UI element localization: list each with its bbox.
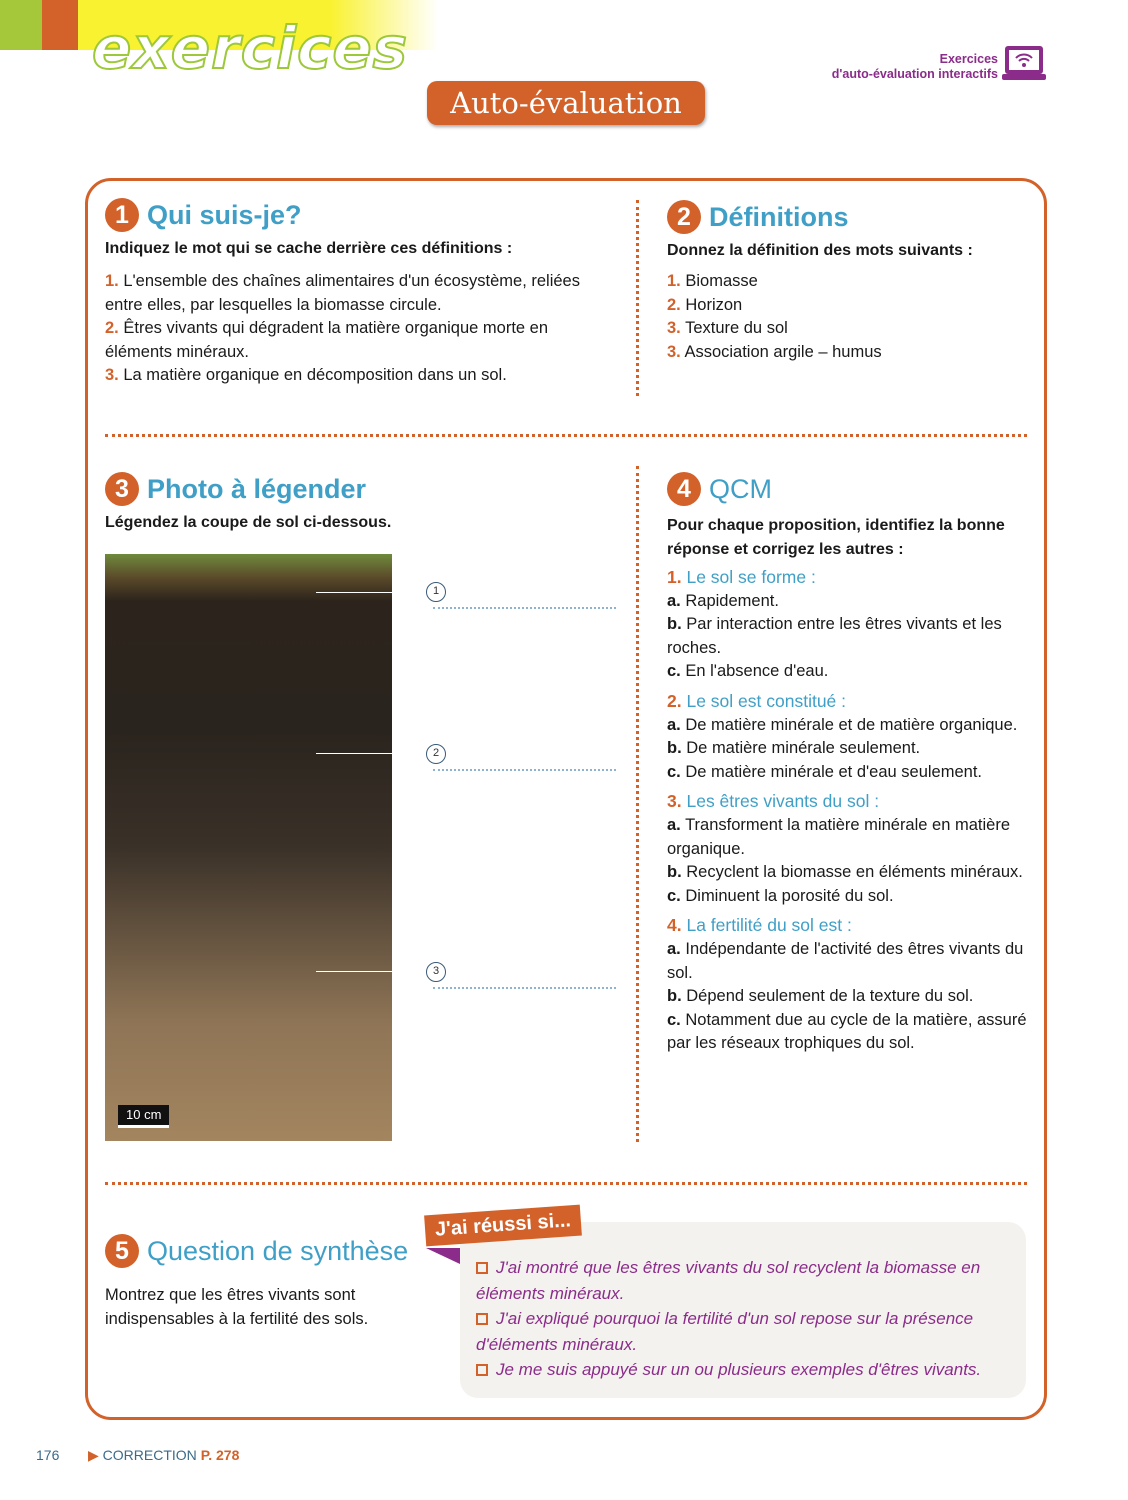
qcm-answer: c. Notamment due au cycle de la matière, assuré par les réseaux trophiques du sol. [667,1010,1027,1053]
exercise-4 [667,472,1032,1056]
exercise-title: Définitions [709,201,849,232]
auto-evaluation-badge: Auto-évaluation [427,81,705,125]
exercise-number: 1 [105,198,139,232]
checklist [476,1255,1016,1383]
qcm-answer: c. De matière minérale et d'eau seulement. [667,762,982,781]
exercise-5 [105,1234,415,1331]
checkbox-icon[interactable] [476,1313,488,1325]
answer-line[interactable] [433,987,616,989]
list-item: 3. La matière organique en décomposition dans un sol. [105,366,507,385]
list-item: 3. Association argile – humus [667,342,882,361]
qcm-answer: c. Diminuent la porosité du sol. [667,886,894,905]
leader-line [316,592,426,593]
divider [105,1182,1027,1185]
list-item: 3. Texture du sol [667,319,788,338]
checklist-item[interactable]: J'ai expliqué pourquoi la fertilité d'un sol repose sur la présence d'éléments minéraux. [476,1309,974,1354]
qcm-question: 1. Le sol se forme : [667,567,816,587]
qcm-question: 4. La fertilité du sol est : [667,915,852,936]
qcm-answer: a. Rapidement. [667,591,779,610]
list-item: 2. Horizon [667,295,743,314]
qcm-answer: b. De matière minérale seulement. [667,739,921,758]
qcm-answer: c. En l'absence d'eau. [667,662,829,681]
exercise-title: QCM [709,473,772,504]
page-number: 176 [36,1447,60,1463]
interactive-line1: Exercices [939,52,998,66]
instruction: Indiquez le mot qui se cache derrière ces définitions : [105,240,513,257]
exercise-title: Qui suis-je? [147,199,302,230]
exercise-number: 5 [105,1234,139,1268]
instruction: Légendez la coupe de sol ci-dessous. [105,514,392,531]
exercise-1 [105,198,615,388]
label-marker: 3 [426,962,446,982]
scale-bar: 10 cm [118,1105,169,1128]
exercise-title: Question de synthèse [147,1235,409,1266]
qcm-answer: b. Dépend seulement de la texture du sol. [667,987,974,1006]
answer-line[interactable] [433,607,616,609]
header-band-orange [42,0,78,50]
divider [105,434,1027,437]
checkbox-icon[interactable] [476,1364,488,1376]
qcm-answer: b. Recyclent la biomasse en éléments minéraux. [667,863,1023,882]
arrow-icon: ▶ [88,1447,99,1463]
soil-profile-photo [105,554,392,1141]
label-marker: 1 [426,582,446,602]
leader-line [316,753,426,754]
list-item: 1. Biomasse [667,272,758,290]
checklist-tag: J'ai réussi si... [424,1205,582,1247]
qcm-answer: a. Indépendante de l'activité des êtres vivants du sol. [667,939,1024,982]
checkbox-icon[interactable] [476,1262,488,1274]
laptop-wifi-icon[interactable] [1002,45,1046,81]
interactive-line2: d'auto-évaluation interactifs [831,67,998,81]
tag-fold [426,1248,460,1264]
header-band-green [0,0,42,50]
divider [636,466,639,1142]
divider [636,200,639,396]
list-item: 1. L'ensemble des chaînes alimentaires d'un écosystème, reliées entre elles, par lesquelles la biomasse circule. [105,272,580,314]
interactive-exercises-link[interactable] [832,52,998,82]
label-marker: 2 [426,744,446,764]
exercise-title: Photo à légender [147,473,367,504]
checklist-item[interactable]: J'ai montré que les êtres vivants du sol recyclent la biomasse en éléments minéraux. [476,1258,981,1303]
correction-link[interactable]: ▶ CORRECTION P. 278 [88,1447,240,1463]
instruction: Donnez la définition des mots suivants : [667,242,973,259]
section-logo: exercices [92,14,409,82]
instruction: Pour chaque proposition, identifiez la bonne réponse et corrigez les autres : [667,517,1005,558]
answer-line[interactable] [433,769,616,771]
exercise-number: 2 [667,200,701,234]
qcm-question: 3. Les êtres vivants du sol : [667,791,880,812]
qcm-question: 2. Le sol est constitué : [667,690,847,711]
list-item: 2. Êtres vivants qui dégradent la matière organique morte en éléments minéraux. [105,319,549,361]
qcm-answer: a. De matière minérale et de matière organique. [667,715,1018,734]
qcm-answer: a. Transforment la matière minérale en matière organique. [667,815,1010,858]
exercise-number: 3 [105,472,139,506]
leader-line [316,971,426,972]
checklist-item[interactable]: Je me suis appuyé sur un ou plusieurs exemples d'êtres vivants. [476,1357,1016,1383]
qcm-answer: b. Par interaction entre les êtres vivants et les roches. [667,615,1002,657]
exercise-3 [105,472,615,532]
exercise-2 [667,200,1027,364]
question-text: Montrez que les êtres vivants sont indispensables à la fertilité des sols. [105,1286,369,1328]
exercise-number: 4 [667,472,701,506]
